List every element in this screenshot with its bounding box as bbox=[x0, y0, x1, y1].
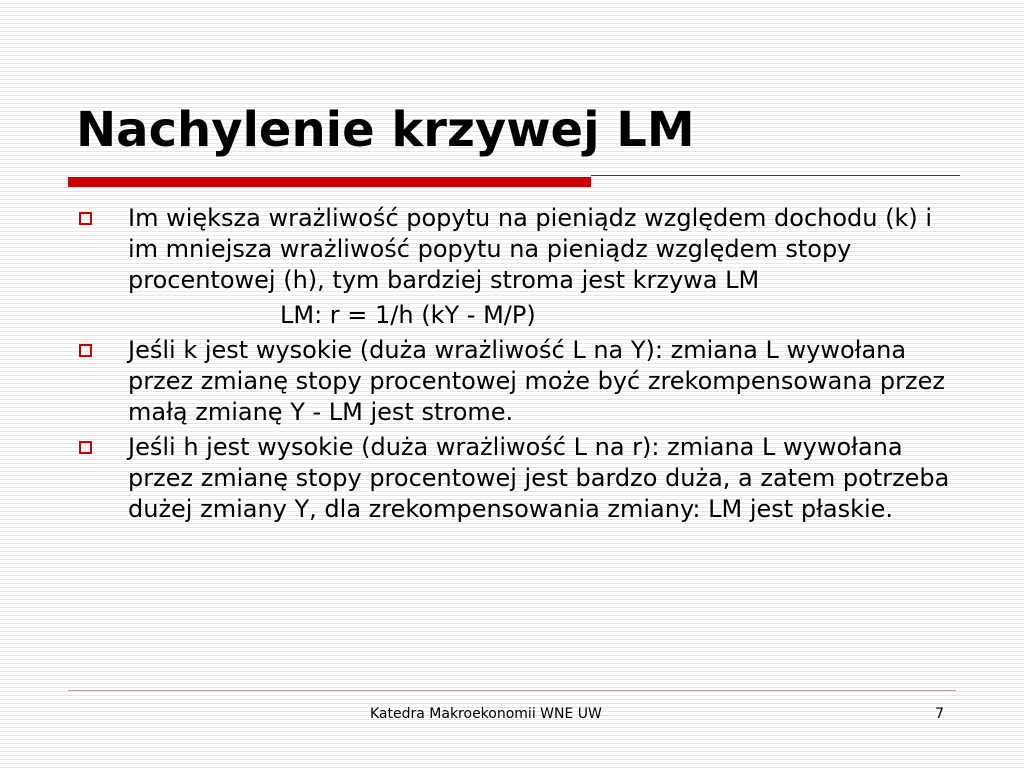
bullet-text: Jeśli h jest wysokie (duża wrażliwość L na r): zmiana L wywołana przez zmianę stopy procentowej jest bardzo duża, a zatem potrzeba dużej zmiany Y, dla zrekompensowania zmiany: LM jest płaskie. bbox=[128, 433, 950, 523]
slide-title: Nachylenie krzywej LM bbox=[76, 102, 695, 158]
title-underline-line bbox=[591, 175, 960, 176]
bullet-text: Im większa wrażliwość popytu na pieniądz względem dochodu (k) i im mniejsza wrażliwość popytu na pieniądz względem stopy procentowej (h), tym bardziej stroma jest krzywa LM bbox=[128, 204, 933, 294]
bullet-item-k-high bbox=[76, 335, 956, 428]
footer-department: Katedra Makroekonomii WNE UW bbox=[370, 706, 602, 722]
bullet-text: Jeśli k jest wysokie (duża wrażliwość L na Y): zmiana L wywołana przez zmianę stopy procentowej może być zrekompensowana przez małą zmianę Y - LM jest strome. bbox=[128, 336, 945, 426]
bullet-item-sensitivity bbox=[76, 203, 956, 296]
page-number: 7 bbox=[935, 706, 944, 722]
hollow-square-bullet-icon bbox=[79, 344, 92, 357]
bullet-item-h-high bbox=[76, 432, 956, 525]
lm-formula: LM: r = 1/h (kY - M/P) bbox=[280, 301, 536, 329]
hollow-square-bullet-icon bbox=[79, 212, 92, 225]
slide-content bbox=[76, 203, 956, 525]
footer-divider bbox=[68, 690, 956, 691]
title-underline-bar bbox=[68, 177, 591, 187]
hollow-square-bullet-icon bbox=[79, 441, 92, 454]
